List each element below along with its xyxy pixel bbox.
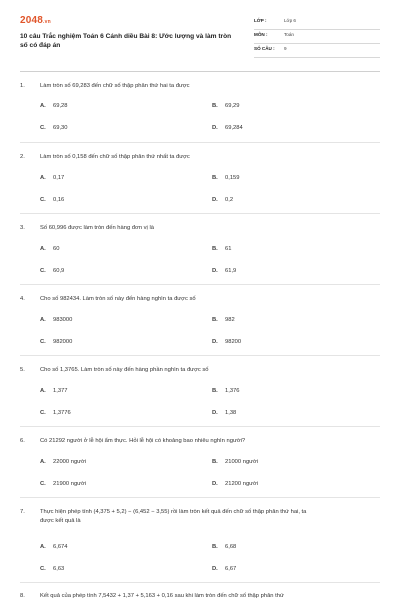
question-number: 7.: [20, 509, 25, 515]
question-text: [20, 153, 382, 162]
option-letter: B.: [212, 544, 218, 550]
option-value: 61: [225, 246, 232, 252]
option-value: 0,159: [225, 175, 240, 181]
option-a[interactable]: [40, 317, 72, 323]
question-number: 5.: [20, 367, 25, 373]
logo-text: 2048: [20, 15, 44, 26]
option-value: 69,28: [53, 103, 68, 109]
option-letter: D.: [212, 268, 218, 274]
option-d[interactable]: [212, 410, 236, 416]
option-c[interactable]: [40, 410, 71, 416]
meta-row-subject: [254, 30, 380, 44]
meta-key: LỚP :: [254, 18, 267, 23]
question-divider: [20, 355, 380, 356]
option-d[interactable]: [212, 566, 236, 572]
option-letter: A.: [40, 103, 46, 109]
option-b[interactable]: [212, 544, 236, 550]
option-value: 98200: [225, 339, 242, 345]
question-prompt: Kết quả của phép tính 7,5432 + 1,37 + 5,163 + 0,16 sau khi làm tròn đến chữ số thập phân thứ: [40, 593, 284, 599]
option-letter: A.: [40, 246, 46, 252]
meta-value: 9: [284, 46, 287, 51]
option-letter: B.: [212, 103, 218, 109]
option-letter: A.: [40, 317, 46, 323]
option-value: 1,3776: [53, 410, 71, 416]
option-value: 6,68: [225, 544, 237, 550]
option-value: 6,63: [53, 566, 65, 572]
option-value: 982000: [53, 339, 73, 345]
option-value: 21900 người: [53, 481, 87, 487]
option-value: 1,38: [225, 410, 237, 416]
option-a[interactable]: [40, 459, 86, 465]
header-divider: [20, 71, 380, 72]
site-logo[interactable]: [20, 15, 51, 26]
question-prompt: Số 60,996 được làm tròn đến hàng đơn vị là: [40, 225, 154, 231]
option-b[interactable]: [212, 459, 258, 465]
question-divider: [20, 497, 380, 498]
option-value: 0,16: [53, 197, 65, 203]
option-value: 0,2: [225, 197, 234, 203]
question-text: [20, 82, 382, 91]
question-prompt: Có 21292 người ở lễ hội ẩm thực. Hỏi lễ hội có khoảng bao nhiêu nghìn người?: [40, 438, 246, 444]
meta-key: SỐ CÂU :: [254, 46, 275, 51]
question-text: [20, 224, 382, 233]
option-d[interactable]: [212, 481, 258, 487]
meta-value: Lớp 6: [284, 18, 296, 23]
question-2: [20, 153, 382, 203]
option-letter: D.: [212, 481, 218, 487]
option-value: 69,30: [53, 125, 68, 131]
question-text: [20, 295, 382, 304]
option-value: 69,284: [225, 125, 243, 131]
question-prompt: Làm tròn số 69,283 đến chữ số thập phân thứ hai ta được: [40, 83, 190, 89]
option-value: 983000: [53, 317, 73, 323]
option-b[interactable]: [212, 317, 235, 323]
question-number: 8.: [20, 593, 25, 599]
question-8: [20, 592, 382, 600]
option-letter: C.: [40, 566, 46, 572]
meta-key: MÔN :: [254, 32, 268, 37]
option-a[interactable]: [40, 544, 68, 550]
option-value: 22000 người: [53, 459, 87, 465]
option-b[interactable]: [212, 175, 240, 181]
question-4: [20, 295, 382, 345]
option-letter: C.: [40, 268, 46, 274]
question-text: [20, 437, 382, 446]
option-letter: D.: [212, 410, 218, 416]
option-letter: C.: [40, 197, 46, 203]
option-d[interactable]: [212, 197, 233, 203]
meta-row-class: [254, 16, 380, 30]
option-b[interactable]: [212, 103, 240, 109]
page-title: 10 câu Trắc nghiệm Toán 6 Cánh diều Bài 8: Ước lượng và làm tròn số có đáp án: [20, 33, 232, 49]
option-letter: A.: [40, 459, 46, 465]
question-number: 2.: [20, 154, 25, 160]
question-prompt: Thực hiện phép tính (4,375 + 5,2) − (6,452 − 3,55) rồi làm tròn kết quả đến chữ số thập phân thứ hai, ta được kết quả là: [40, 509, 307, 524]
option-a[interactable]: [40, 246, 59, 252]
question-text: [20, 592, 382, 600]
question-divider: [20, 213, 380, 214]
option-letter: B.: [212, 317, 218, 323]
question-number: 1.: [20, 83, 25, 89]
option-a[interactable]: [40, 175, 64, 181]
meta-row-count: [254, 44, 380, 58]
option-a[interactable]: [40, 388, 68, 394]
question-divider: [20, 284, 380, 285]
option-c[interactable]: [40, 125, 68, 131]
option-letter: A.: [40, 175, 46, 181]
option-d[interactable]: [212, 339, 241, 345]
option-letter: B.: [212, 459, 218, 465]
option-c[interactable]: [40, 339, 72, 345]
option-c[interactable]: [40, 566, 64, 572]
option-value: 61,9: [225, 268, 237, 274]
option-c[interactable]: [40, 481, 86, 487]
question-prompt: Làm tròn số 0,158 đến chữ số thập phân thứ nhất ta được: [40, 154, 190, 160]
option-b[interactable]: [212, 246, 231, 252]
option-letter: C.: [40, 410, 46, 416]
question-3: [20, 224, 382, 274]
option-letter: B.: [212, 175, 218, 181]
question-1: [20, 82, 382, 131]
option-letter: D.: [212, 125, 218, 131]
question-text: [20, 366, 382, 375]
option-letter: A.: [40, 388, 46, 394]
option-letter: A.: [40, 544, 46, 550]
option-value: 982: [225, 317, 235, 323]
option-letter: B.: [212, 246, 218, 252]
option-value: 69,29: [225, 103, 240, 109]
question-prompt: Cho số 982434. Làm tròn số này đến hàng nghìn ta được số: [40, 296, 196, 302]
option-value: 1,377: [53, 388, 68, 394]
logo-suffix: .vn: [43, 19, 51, 25]
question-prompt: Cho số 1,3765. Làm tròn số này đến hàng phần nghìn ta được số: [40, 367, 209, 373]
option-value: 6,67: [225, 566, 237, 572]
option-value: 21000 người: [225, 459, 259, 465]
question-5: [20, 366, 382, 416]
question-divider: [20, 426, 380, 427]
option-letter: C.: [40, 125, 46, 131]
question-7: [20, 508, 382, 572]
option-letter: C.: [40, 481, 46, 487]
question-number: 4.: [20, 296, 25, 302]
option-value: 0,17: [53, 175, 65, 181]
option-c[interactable]: [40, 197, 64, 203]
option-d[interactable]: [212, 125, 243, 131]
option-value: 6,674: [53, 544, 68, 550]
option-letter: C.: [40, 339, 46, 345]
question-divider: [20, 142, 380, 143]
option-value: 1,376: [225, 388, 240, 394]
option-letter: D.: [212, 566, 218, 572]
question-number: 3.: [20, 225, 25, 231]
option-letter: D.: [212, 197, 218, 203]
option-value: 21200 người: [225, 481, 259, 487]
question-number: 6.: [20, 438, 25, 444]
option-value: 60,9: [53, 268, 65, 274]
option-b[interactable]: [212, 388, 240, 394]
document-header: [0, 0, 400, 68]
meta-value: Toán: [284, 32, 294, 37]
question-text: [20, 508, 320, 526]
option-letter: D.: [212, 339, 218, 345]
option-d[interactable]: [212, 268, 236, 274]
option-a[interactable]: [40, 103, 68, 109]
option-c[interactable]: [40, 268, 64, 274]
question-divider: [20, 582, 380, 583]
option-value: 60: [53, 246, 60, 252]
meta-info: [254, 16, 380, 58]
option-letter: B.: [212, 388, 218, 394]
question-6: [20, 437, 382, 487]
